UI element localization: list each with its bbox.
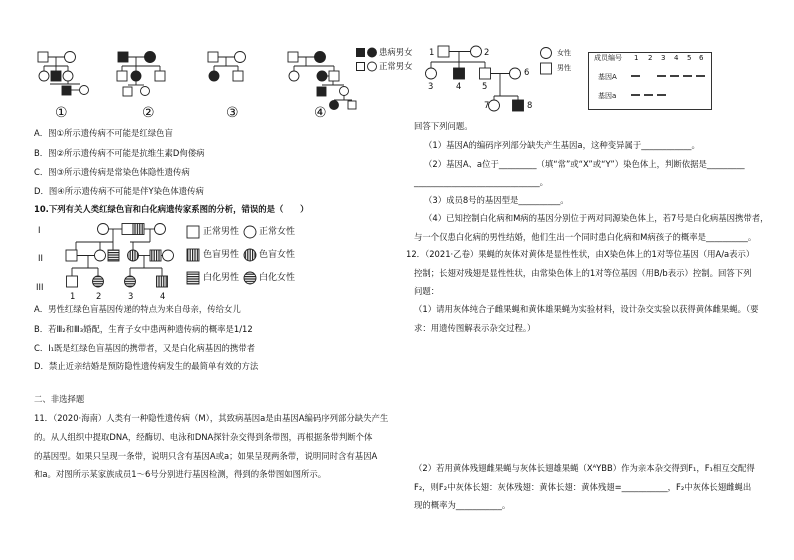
q11-sub-3: （3）成员8号的基因型是__________。: [424, 195, 569, 205]
ped-q11-number-6: 6: [524, 67, 530, 77]
legend-normal-male: 正常男性: [203, 227, 240, 237]
q12-line-5: 求：用遗传图解表示杂交过程。）: [414, 323, 536, 333]
ped-q11-number-2: 2: [484, 47, 490, 57]
ped-q11-number-5: 5: [482, 81, 488, 91]
ped-q11-number-3: 3: [428, 81, 434, 91]
legend-normal-female: 正常女性: [259, 227, 296, 237]
legend-albino-female: 白化女性: [259, 273, 296, 283]
legend-female: 女性: [557, 49, 571, 57]
q12-line-3: 问题：: [414, 286, 440, 296]
legend-affected-male-icon: [356, 48, 365, 57]
q10-title: 10.下列有关人类红绿色盲和白化病遗传家系图的分析，错误的是（ ）: [34, 204, 309, 214]
gen-label-1: I: [38, 225, 41, 235]
gen-label-2: II: [38, 253, 43, 263]
gel-col-2: 2: [648, 54, 653, 62]
q12-line-4: （1）请用灰体纯合子雌果蝇和黄体雄果蝇为实验材料，设计杂交实验以获得黄体雌果蝇。（要: [414, 304, 759, 314]
q11-line-4: 和a。对图所示某家族成员1～6号分别进行基因检测，得到的条带图如图所示。: [34, 469, 327, 479]
q12-line-1: 12．（2021·乙卷）果蝇的灰体对黄体是显性性状，由X染色体上的1对等位基因（用A/a表示）: [406, 249, 755, 259]
legend-affected-label: 患病男女: [379, 47, 413, 57]
gel-row-a: 基因A: [598, 73, 617, 81]
q12-sub2-line-3: 现的概率为___________。: [414, 500, 511, 510]
q11-line-2: 的。从人组织中提取DNA，经酶切、电泳和DNA探针杂交得到条带图，再根据条带判断个体: [34, 432, 373, 442]
q10-option-c: C．Ⅰ₁既是红绿色盲基因的携带者，又是白化病基因的携带者: [34, 343, 256, 353]
gen3-number-2: 2: [96, 291, 102, 301]
ped-q11-number-8: 8: [527, 100, 533, 110]
gel-col-1: 1: [634, 54, 639, 62]
legend-colorblind-male: 色盲男性: [203, 250, 240, 260]
ped-q11-number-1: 1: [429, 47, 435, 57]
q11-line-3: 的基因型。如果只呈现一条带，说明只含有基因A或a；如果呈现两条带，说明同时含有基因A: [34, 451, 378, 461]
section-title-2: 二、非选择题: [34, 394, 85, 404]
gel-col-4: 4: [674, 54, 679, 62]
gel-col-3: 3: [661, 54, 666, 62]
q12-sub2-line-2: F₂，则F₂中灰体长翅：灰体残翅：黄体长翅：黄体残翅=___________，F₂中灰体长翅雌蝇出: [414, 482, 752, 492]
gel-col-5: 5: [687, 54, 692, 62]
gen3-number-4: 4: [160, 291, 166, 301]
legend-albino-male: 白化男性: [203, 273, 240, 283]
q10-option-a: A．男性红绿色盲基因传递的特点为来自母亲，传给女儿: [34, 304, 241, 314]
q10-option-d: D．禁止近亲结婚是预防隐性遗传病发生的最简单有效的方法: [34, 361, 259, 371]
legend-male: 男性: [557, 64, 571, 72]
gel-row-a-lower: 基因a: [598, 92, 617, 100]
legend-normal-label: 正常男女: [379, 61, 413, 71]
q11-sub-2b: ______________________________。: [414, 177, 548, 187]
gen3-number-3: 3: [128, 291, 134, 301]
gen3-number-1: 1: [70, 291, 76, 301]
gel-header: 成员编号: [594, 54, 622, 62]
q11-sub-4a: （4）已知控制白化病和M病的基因分别位于两对同源染色体上，若7号是白化病基因携带者，: [424, 213, 769, 223]
gel-col-6: 6: [699, 54, 704, 62]
q9-option-c: C．图③所示遗传病是常染色体隐性遗传病: [34, 167, 190, 177]
q9-option-d: D．图④所示遗传病不可能是伴Y染色体遗传病: [34, 186, 204, 196]
gen-label-3: III: [36, 282, 44, 292]
q11-sub-2a: （2）基因A、a位于_________（填“常”或“X”或“Y”）染色体上，判断依据是_________: [424, 159, 745, 169]
q11-sub-1: （1）基因A的编码序列部分缺失产生基因a，这种变异属于____________。: [424, 140, 700, 150]
q12-sub2-line-1: （2）若用黄体残翅雌果蝇与灰体长翅雄果蝇（XᴬYBB）作为亲本杂交得到F₁，F₁相互交配得: [414, 463, 755, 473]
q11-line-1: 11．（2020·海南）人类有一种隐性遗传病（M），其致病基因a是由基因A编码序列部分缺失产生: [34, 413, 389, 423]
pedigree-number-3: ③: [226, 105, 239, 121]
legend-normal-male-icon: [356, 62, 365, 71]
q9-option-a: A．图①所示遗传病不可能是红绿色盲: [34, 128, 173, 138]
q12-line-2: 控制；长翅对残翅是显性性状，由常染色体上的1对等位基因（用B/b表示）控制。回答下列: [414, 268, 752, 278]
pedigree-number-4: ④: [314, 105, 327, 121]
gel-bands: [0, 0, 1, 1]
q10-option-b: B．若Ⅲ₂和Ⅲ₃婚配，生育子女中患两种遗传病的概率是1/12: [34, 324, 253, 334]
ped-q11-number-7: 7: [484, 100, 490, 110]
answer-intro: 回答下列问题。: [414, 121, 473, 131]
legend-colorblind-female: 色盲女性: [259, 250, 296, 260]
pedigree-number-1: ①: [55, 105, 68, 121]
pedigree-number-2: ②: [142, 105, 155, 121]
q9-option-b: B．图②所示遗传病不可能是抗维生素D佝偻病: [34, 148, 205, 158]
ped-q11-number-4: 4: [456, 81, 462, 91]
q11-sub-4b: 与一个仅患白化病的男性结婚，他们生出一个同时患白化病和M病孩子的概率是__________。: [414, 232, 757, 242]
